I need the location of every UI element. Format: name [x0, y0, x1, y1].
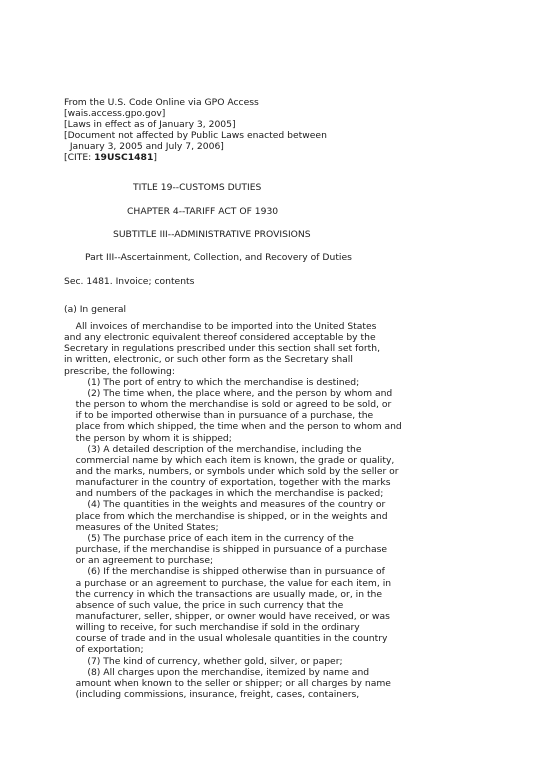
text-line: purchase, if the merchandise is shipped in pursuance of a purchase: [64, 544, 388, 555]
header-laws-line: [Laws in effect as of January 3, 2005]: [64, 119, 236, 130]
text-line: and the marks, numbers, or symbols under which sold by the seller or: [64, 466, 399, 477]
header-document-line: [Document not affected by Public Laws enacted between: [64, 130, 327, 141]
header-wais-line: [wais.access.gpo.gov]: [64, 108, 166, 119]
cite-value: 19USC1481: [94, 152, 154, 163]
text-line: amount when known to the seller or shipper; or all charges by name: [64, 677, 391, 689]
text-line: (5) The purchase price of each item in the currency of the: [64, 532, 354, 544]
title-heading: TITLE 19--CUSTOMS DUTIES: [133, 182, 262, 193]
text-line: (7) The kind of currency, whether gold, silver, or paper;: [64, 655, 343, 667]
text-line: in written, electronic, or such other form as the Secretary shall: [64, 354, 353, 366]
text-line: and any electronic equivalent thereof considered acceptable by the: [64, 332, 376, 344]
text-line: the person to whom the merchandise is sold or agreed to be sold, or: [64, 399, 392, 411]
text-line: prescribe, the following:: [64, 365, 175, 377]
text-line: and numbers of the packages in which the merchandise is packed;: [64, 488, 384, 500]
part-heading: Part III--Ascertainment, Collection, and Recovery of Duties: [85, 252, 352, 263]
text-line: manufacturer in the country of exportation, together with the marks: [64, 477, 391, 489]
text-line: (1) The port of entry to which the merchandise is destined;: [64, 376, 360, 388]
header-dates-line: January 3, 2005 and July 7, 2006]: [64, 141, 224, 152]
text-line: place from which the merchandise is shipped, or in the weights and: [64, 510, 388, 522]
text-line: course of trade and in the usual wholesale quantities in the country: [64, 633, 388, 645]
subtitle-heading: SUBTITLE III--ADMINISTRATIVE PROVISIONS: [113, 229, 311, 240]
text-line: if to be imported otherwise than in pursuance of a purchase, the: [64, 410, 374, 422]
text-line: manufacturer, seller, shipper, or owner would have received, or was: [64, 610, 390, 622]
subsection-heading: (a) In general: [64, 304, 127, 315]
text-line: or an agreement to purchase;: [64, 555, 214, 567]
text-line: commercial name by which each item is known, the grade or quality,: [64, 454, 395, 466]
text-line: a purchase or an agreement to purchase, the value for each item, in: [64, 577, 392, 589]
text-line: (4) The quantities in the weights and measures of the country or: [64, 499, 386, 511]
text-line: the currency in which the transactions are usually made, or, in the: [64, 588, 383, 600]
text-line: (including commissions, insurance, freight, cases, containers,: [64, 689, 360, 700]
text-line: (3) A detailed description of the merchandise, including the: [64, 443, 362, 455]
text-line: (6) If the merchandise is shipped otherwise than in pursuance of: [64, 566, 385, 578]
text-line: (8) All charges upon the merchandise, itemized by name and: [64, 666, 370, 678]
cite-suffix: ]: [153, 152, 157, 163]
text-line: (2) The time when, the place where, and the person by whom and: [64, 387, 393, 399]
header-source-line: From the U.S. Code Online via GPO Access: [64, 97, 259, 108]
chapter-heading: CHAPTER 4--TARIFF ACT OF 1930: [127, 206, 279, 217]
text-line: absence of such value, the price in such currency that the: [64, 599, 344, 611]
text-line: the person by whom it is shipped;: [64, 432, 232, 444]
section-heading: Sec. 1481. Invoice; contents: [64, 276, 195, 287]
text-line: of exportation;: [64, 644, 144, 656]
text-line: measures of the United States;: [64, 521, 219, 533]
text-line: All invoices of merchandise to be imported into the United States: [64, 321, 377, 332]
cite-line: [64, 152, 157, 163]
text-line: Secretary in regulations prescribed under this section shall set forth,: [64, 343, 380, 355]
text-line: willing to receive, for such merchandise if sold in the ordinary: [64, 622, 360, 633]
text-line: place from which shipped, the time when and the person to whom and: [64, 421, 402, 433]
cite-prefix: [CITE:: [64, 152, 95, 163]
